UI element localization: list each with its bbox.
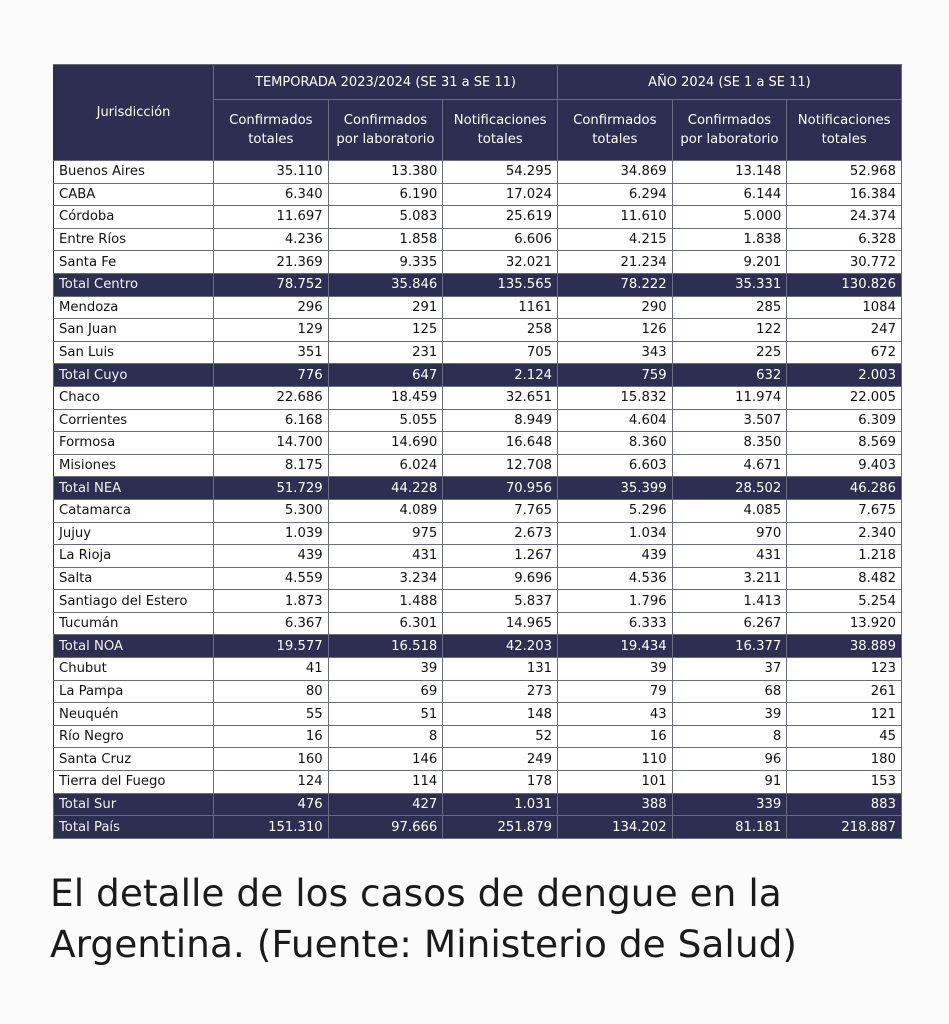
- row-value-cell: 45: [787, 725, 902, 748]
- row-value-cell: 35.110: [214, 161, 329, 184]
- table-body: [54, 161, 902, 839]
- row-value-cell: 6.267: [672, 612, 787, 635]
- header-group-year-2024: AÑO 2024 (SE 1 a SE 11): [557, 65, 901, 100]
- row-value-cell: 1.873: [214, 590, 329, 613]
- row-value-cell: 21.234: [557, 251, 672, 274]
- row-value-cell: 69: [328, 680, 443, 703]
- table-header: [54, 65, 902, 161]
- row-value-cell: 9.335: [328, 251, 443, 274]
- row-jurisdiction-name: Total Cuyo: [54, 364, 214, 387]
- row-value-cell: 4.089: [328, 499, 443, 522]
- row-value-cell: 55: [214, 703, 329, 726]
- row-value-cell: 6.603: [557, 454, 672, 477]
- row-value-cell: 52: [443, 725, 558, 748]
- table-row: [54, 432, 902, 455]
- row-value-cell: 4.085: [672, 499, 787, 522]
- row-value-cell: 11.697: [214, 206, 329, 229]
- row-value-cell: 52.968: [787, 161, 902, 184]
- row-value-cell: 91: [672, 771, 787, 794]
- header-confirmed-lab-season: Confirmados por laboratorio: [328, 100, 443, 161]
- table-row: [54, 499, 902, 522]
- row-value-cell: 12.708: [443, 454, 558, 477]
- row-jurisdiction-name: CABA: [54, 183, 214, 206]
- row-value-cell: 43: [557, 703, 672, 726]
- row-jurisdiction-name: Total NEA: [54, 477, 214, 500]
- row-jurisdiction-name: La Rioja: [54, 545, 214, 568]
- row-jurisdiction-name: Mendoza: [54, 296, 214, 319]
- row-value-cell: 261: [787, 680, 902, 703]
- row-value-cell: 54.295: [443, 161, 558, 184]
- row-value-cell: 439: [557, 545, 672, 568]
- row-value-cell: 4.236: [214, 228, 329, 251]
- row-value-cell: 6.190: [328, 183, 443, 206]
- table-row: [54, 386, 902, 409]
- row-value-cell: 13.380: [328, 161, 443, 184]
- row-value-cell: 13.148: [672, 161, 787, 184]
- row-value-cell: 5.254: [787, 590, 902, 613]
- row-value-cell: 6.340: [214, 183, 329, 206]
- row-value-cell: 35.399: [557, 477, 672, 500]
- row-value-cell: 476: [214, 793, 329, 816]
- row-value-cell: 1084: [787, 296, 902, 319]
- row-value-cell: 22.686: [214, 386, 329, 409]
- table-row: [54, 296, 902, 319]
- row-value-cell: 28.502: [672, 477, 787, 500]
- row-value-cell: 4.671: [672, 454, 787, 477]
- row-value-cell: 1.218: [787, 545, 902, 568]
- row-value-cell: 7.675: [787, 499, 902, 522]
- row-value-cell: 51: [328, 703, 443, 726]
- table-row: [54, 454, 902, 477]
- row-value-cell: 8.175: [214, 454, 329, 477]
- header-notifications-season: Notificaciones totales: [443, 100, 558, 161]
- row-value-cell: 8.360: [557, 432, 672, 455]
- row-value-cell: 16.648: [443, 432, 558, 455]
- row-value-cell: 5.300: [214, 499, 329, 522]
- row-value-cell: 101: [557, 771, 672, 794]
- row-value-cell: 6.024: [328, 454, 443, 477]
- table-row: [54, 319, 902, 342]
- row-value-cell: 705: [443, 341, 558, 364]
- row-value-cell: 15.832: [557, 386, 672, 409]
- row-value-cell: 121: [787, 703, 902, 726]
- row-value-cell: 218.887: [787, 816, 902, 839]
- row-value-cell: 1.267: [443, 545, 558, 568]
- row-value-cell: 11.974: [672, 386, 787, 409]
- table-row: [54, 590, 902, 613]
- row-jurisdiction-name: Neuquén: [54, 703, 214, 726]
- row-value-cell: 32.651: [443, 386, 558, 409]
- row-value-cell: 25.619: [443, 206, 558, 229]
- row-jurisdiction-name: San Luis: [54, 341, 214, 364]
- row-value-cell: 9.696: [443, 567, 558, 590]
- row-value-cell: 5.296: [557, 499, 672, 522]
- row-value-cell: 16.384: [787, 183, 902, 206]
- row-value-cell: 2.003: [787, 364, 902, 387]
- row-value-cell: 44.228: [328, 477, 443, 500]
- row-jurisdiction-name: Formosa: [54, 432, 214, 455]
- row-jurisdiction-name: San Juan: [54, 319, 214, 342]
- row-value-cell: 427: [328, 793, 443, 816]
- row-value-cell: 135.565: [443, 273, 558, 296]
- row-jurisdiction-name: Corrientes: [54, 409, 214, 432]
- row-value-cell: 1.838: [672, 228, 787, 251]
- table-row: [54, 522, 902, 545]
- row-value-cell: 70.956: [443, 477, 558, 500]
- dengue-cases-table: [53, 64, 902, 839]
- row-value-cell: 131: [443, 658, 558, 681]
- row-value-cell: 970: [672, 522, 787, 545]
- row-value-cell: 8: [672, 725, 787, 748]
- header-jurisdiction: Jurisdicción: [54, 65, 214, 161]
- row-value-cell: 291: [328, 296, 443, 319]
- row-value-cell: 114: [328, 771, 443, 794]
- row-value-cell: 34.869: [557, 161, 672, 184]
- row-jurisdiction-name: Total Centro: [54, 273, 214, 296]
- table-row: [54, 748, 902, 771]
- row-value-cell: 388: [557, 793, 672, 816]
- row-value-cell: 2.673: [443, 522, 558, 545]
- table-row: [54, 703, 902, 726]
- row-value-cell: 1.031: [443, 793, 558, 816]
- row-value-cell: 160: [214, 748, 329, 771]
- row-value-cell: 225: [672, 341, 787, 364]
- row-value-cell: 5.055: [328, 409, 443, 432]
- row-value-cell: 6.328: [787, 228, 902, 251]
- row-value-cell: 16: [557, 725, 672, 748]
- row-value-cell: 9.201: [672, 251, 787, 274]
- row-value-cell: 122: [672, 319, 787, 342]
- row-value-cell: 125: [328, 319, 443, 342]
- row-value-cell: 38.889: [787, 635, 902, 658]
- row-value-cell: 1.796: [557, 590, 672, 613]
- row-value-cell: 51.729: [214, 477, 329, 500]
- row-value-cell: 16.518: [328, 635, 443, 658]
- row-value-cell: 3.234: [328, 567, 443, 590]
- row-value-cell: 178: [443, 771, 558, 794]
- row-value-cell: 4.604: [557, 409, 672, 432]
- table-total-row: [54, 273, 902, 296]
- row-value-cell: 30.772: [787, 251, 902, 274]
- row-value-cell: 3.211: [672, 567, 787, 590]
- row-value-cell: 124: [214, 771, 329, 794]
- row-value-cell: 251.879: [443, 816, 558, 839]
- row-jurisdiction-name: Santiago del Estero: [54, 590, 214, 613]
- row-value-cell: 39: [557, 658, 672, 681]
- row-value-cell: 151.310: [214, 816, 329, 839]
- row-value-cell: 8.569: [787, 432, 902, 455]
- row-value-cell: 78.752: [214, 273, 329, 296]
- header-confirmed-total-year: Confirmados totales: [557, 100, 672, 161]
- row-value-cell: 339: [672, 793, 787, 816]
- row-value-cell: 78.222: [557, 273, 672, 296]
- row-value-cell: 6.606: [443, 228, 558, 251]
- row-value-cell: 1.488: [328, 590, 443, 613]
- row-value-cell: 5.083: [328, 206, 443, 229]
- row-jurisdiction-name: La Pampa: [54, 680, 214, 703]
- row-value-cell: 2.124: [443, 364, 558, 387]
- table-row: [54, 658, 902, 681]
- row-value-cell: 439: [214, 545, 329, 568]
- row-jurisdiction-name: Buenos Aires: [54, 161, 214, 184]
- row-jurisdiction-name: Tucumán: [54, 612, 214, 635]
- header-confirmed-lab-year: Confirmados por laboratorio: [672, 100, 787, 161]
- row-value-cell: 41: [214, 658, 329, 681]
- table-row: [54, 545, 902, 568]
- row-jurisdiction-name: Misiones: [54, 454, 214, 477]
- row-value-cell: 14.700: [214, 432, 329, 455]
- row-value-cell: 80: [214, 680, 329, 703]
- row-value-cell: 290: [557, 296, 672, 319]
- row-value-cell: 759: [557, 364, 672, 387]
- row-value-cell: 258: [443, 319, 558, 342]
- row-value-cell: 129: [214, 319, 329, 342]
- table-row: [54, 567, 902, 590]
- row-value-cell: 153: [787, 771, 902, 794]
- row-value-cell: 97.666: [328, 816, 443, 839]
- row-value-cell: 1.858: [328, 228, 443, 251]
- table-row: [54, 251, 902, 274]
- row-value-cell: 126: [557, 319, 672, 342]
- row-value-cell: 647: [328, 364, 443, 387]
- row-value-cell: 9.403: [787, 454, 902, 477]
- row-value-cell: 249: [443, 748, 558, 771]
- row-value-cell: 6.301: [328, 612, 443, 635]
- row-jurisdiction-name: Total País: [54, 816, 214, 839]
- table-total-row: [54, 364, 902, 387]
- row-value-cell: 6.309: [787, 409, 902, 432]
- row-value-cell: 8: [328, 725, 443, 748]
- table-row: [54, 725, 902, 748]
- row-jurisdiction-name: Córdoba: [54, 206, 214, 229]
- row-jurisdiction-name: Salta: [54, 567, 214, 590]
- row-value-cell: 134.202: [557, 816, 672, 839]
- row-jurisdiction-name: Río Negro: [54, 725, 214, 748]
- row-jurisdiction-name: Jujuy: [54, 522, 214, 545]
- row-jurisdiction-name: Catamarca: [54, 499, 214, 522]
- row-value-cell: 19.577: [214, 635, 329, 658]
- table-total-row: [54, 793, 902, 816]
- row-value-cell: 42.203: [443, 635, 558, 658]
- table-row: [54, 680, 902, 703]
- row-value-cell: 5.000: [672, 206, 787, 229]
- row-value-cell: 285: [672, 296, 787, 319]
- table-row: [54, 228, 902, 251]
- row-value-cell: 18.459: [328, 386, 443, 409]
- row-value-cell: 39: [328, 658, 443, 681]
- row-value-cell: 6.294: [557, 183, 672, 206]
- row-jurisdiction-name: Total NOA: [54, 635, 214, 658]
- table-row: [54, 771, 902, 794]
- row-value-cell: 35.331: [672, 273, 787, 296]
- table-row: [54, 206, 902, 229]
- row-value-cell: 247: [787, 319, 902, 342]
- row-value-cell: 632: [672, 364, 787, 387]
- row-value-cell: 146: [328, 748, 443, 771]
- row-value-cell: 6.333: [557, 612, 672, 635]
- row-value-cell: 32.021: [443, 251, 558, 274]
- row-value-cell: 6.367: [214, 612, 329, 635]
- row-jurisdiction-name: Total Sur: [54, 793, 214, 816]
- row-value-cell: 975: [328, 522, 443, 545]
- row-value-cell: 123: [787, 658, 902, 681]
- row-value-cell: 5.837: [443, 590, 558, 613]
- row-value-cell: 1.034: [557, 522, 672, 545]
- row-value-cell: 296: [214, 296, 329, 319]
- row-value-cell: 431: [672, 545, 787, 568]
- row-value-cell: 96: [672, 748, 787, 771]
- header-group-season-2023-2024: TEMPORADA 2023/2024 (SE 31 a SE 11): [214, 65, 558, 100]
- row-value-cell: 35.846: [328, 273, 443, 296]
- table-row: [54, 341, 902, 364]
- row-value-cell: 2.340: [787, 522, 902, 545]
- row-value-cell: 14.690: [328, 432, 443, 455]
- row-value-cell: 3.507: [672, 409, 787, 432]
- row-value-cell: 14.965: [443, 612, 558, 635]
- row-value-cell: 6.144: [672, 183, 787, 206]
- row-value-cell: 1.039: [214, 522, 329, 545]
- table-total-row: [54, 816, 902, 839]
- row-value-cell: 1161: [443, 296, 558, 319]
- row-value-cell: 19.434: [557, 635, 672, 658]
- dengue-table-container: [53, 64, 901, 839]
- row-value-cell: 11.610: [557, 206, 672, 229]
- row-jurisdiction-name: Tierra del Fuego: [54, 771, 214, 794]
- row-value-cell: 6.168: [214, 409, 329, 432]
- row-value-cell: 37: [672, 658, 787, 681]
- row-value-cell: 79: [557, 680, 672, 703]
- row-value-cell: 231: [328, 341, 443, 364]
- image-caption: El detalle de los casos de dengue en la Argentina. (Fuente: Ministerio de Salud): [50, 871, 798, 966]
- row-value-cell: 46.286: [787, 477, 902, 500]
- row-jurisdiction-name: Santa Fe: [54, 251, 214, 274]
- row-value-cell: 81.181: [672, 816, 787, 839]
- row-jurisdiction-name: Entre Ríos: [54, 228, 214, 251]
- row-value-cell: 4.559: [214, 567, 329, 590]
- table-row: [54, 409, 902, 432]
- row-value-cell: 343: [557, 341, 672, 364]
- row-value-cell: 16: [214, 725, 329, 748]
- table-total-row: [54, 635, 902, 658]
- row-value-cell: 39: [672, 703, 787, 726]
- row-value-cell: 7.765: [443, 499, 558, 522]
- row-jurisdiction-name: Santa Cruz: [54, 748, 214, 771]
- row-value-cell: 16.377: [672, 635, 787, 658]
- row-value-cell: 13.920: [787, 612, 902, 635]
- row-value-cell: 8.350: [672, 432, 787, 455]
- row-jurisdiction-name: Chubut: [54, 658, 214, 681]
- row-value-cell: 180: [787, 748, 902, 771]
- row-value-cell: 351: [214, 341, 329, 364]
- row-value-cell: 4.536: [557, 567, 672, 590]
- row-value-cell: 24.374: [787, 206, 902, 229]
- row-value-cell: 4.215: [557, 228, 672, 251]
- header-confirmed-total-season: Confirmados totales: [214, 100, 329, 161]
- row-value-cell: 776: [214, 364, 329, 387]
- row-value-cell: 110: [557, 748, 672, 771]
- row-value-cell: 22.005: [787, 386, 902, 409]
- table-total-row: [54, 477, 902, 500]
- header-notifications-year: Notificaciones totales: [787, 100, 902, 161]
- table-row: [54, 183, 902, 206]
- row-value-cell: 21.369: [214, 251, 329, 274]
- table-row: [54, 612, 902, 635]
- row-value-cell: 130.826: [787, 273, 902, 296]
- row-value-cell: 8.949: [443, 409, 558, 432]
- row-jurisdiction-name: Chaco: [54, 386, 214, 409]
- row-value-cell: 68: [672, 680, 787, 703]
- row-value-cell: 431: [328, 545, 443, 568]
- row-value-cell: 148: [443, 703, 558, 726]
- table-row: [54, 161, 902, 184]
- row-value-cell: 8.482: [787, 567, 902, 590]
- row-value-cell: 273: [443, 680, 558, 703]
- row-value-cell: 672: [787, 341, 902, 364]
- row-value-cell: 883: [787, 793, 902, 816]
- row-value-cell: 1.413: [672, 590, 787, 613]
- row-value-cell: 17.024: [443, 183, 558, 206]
